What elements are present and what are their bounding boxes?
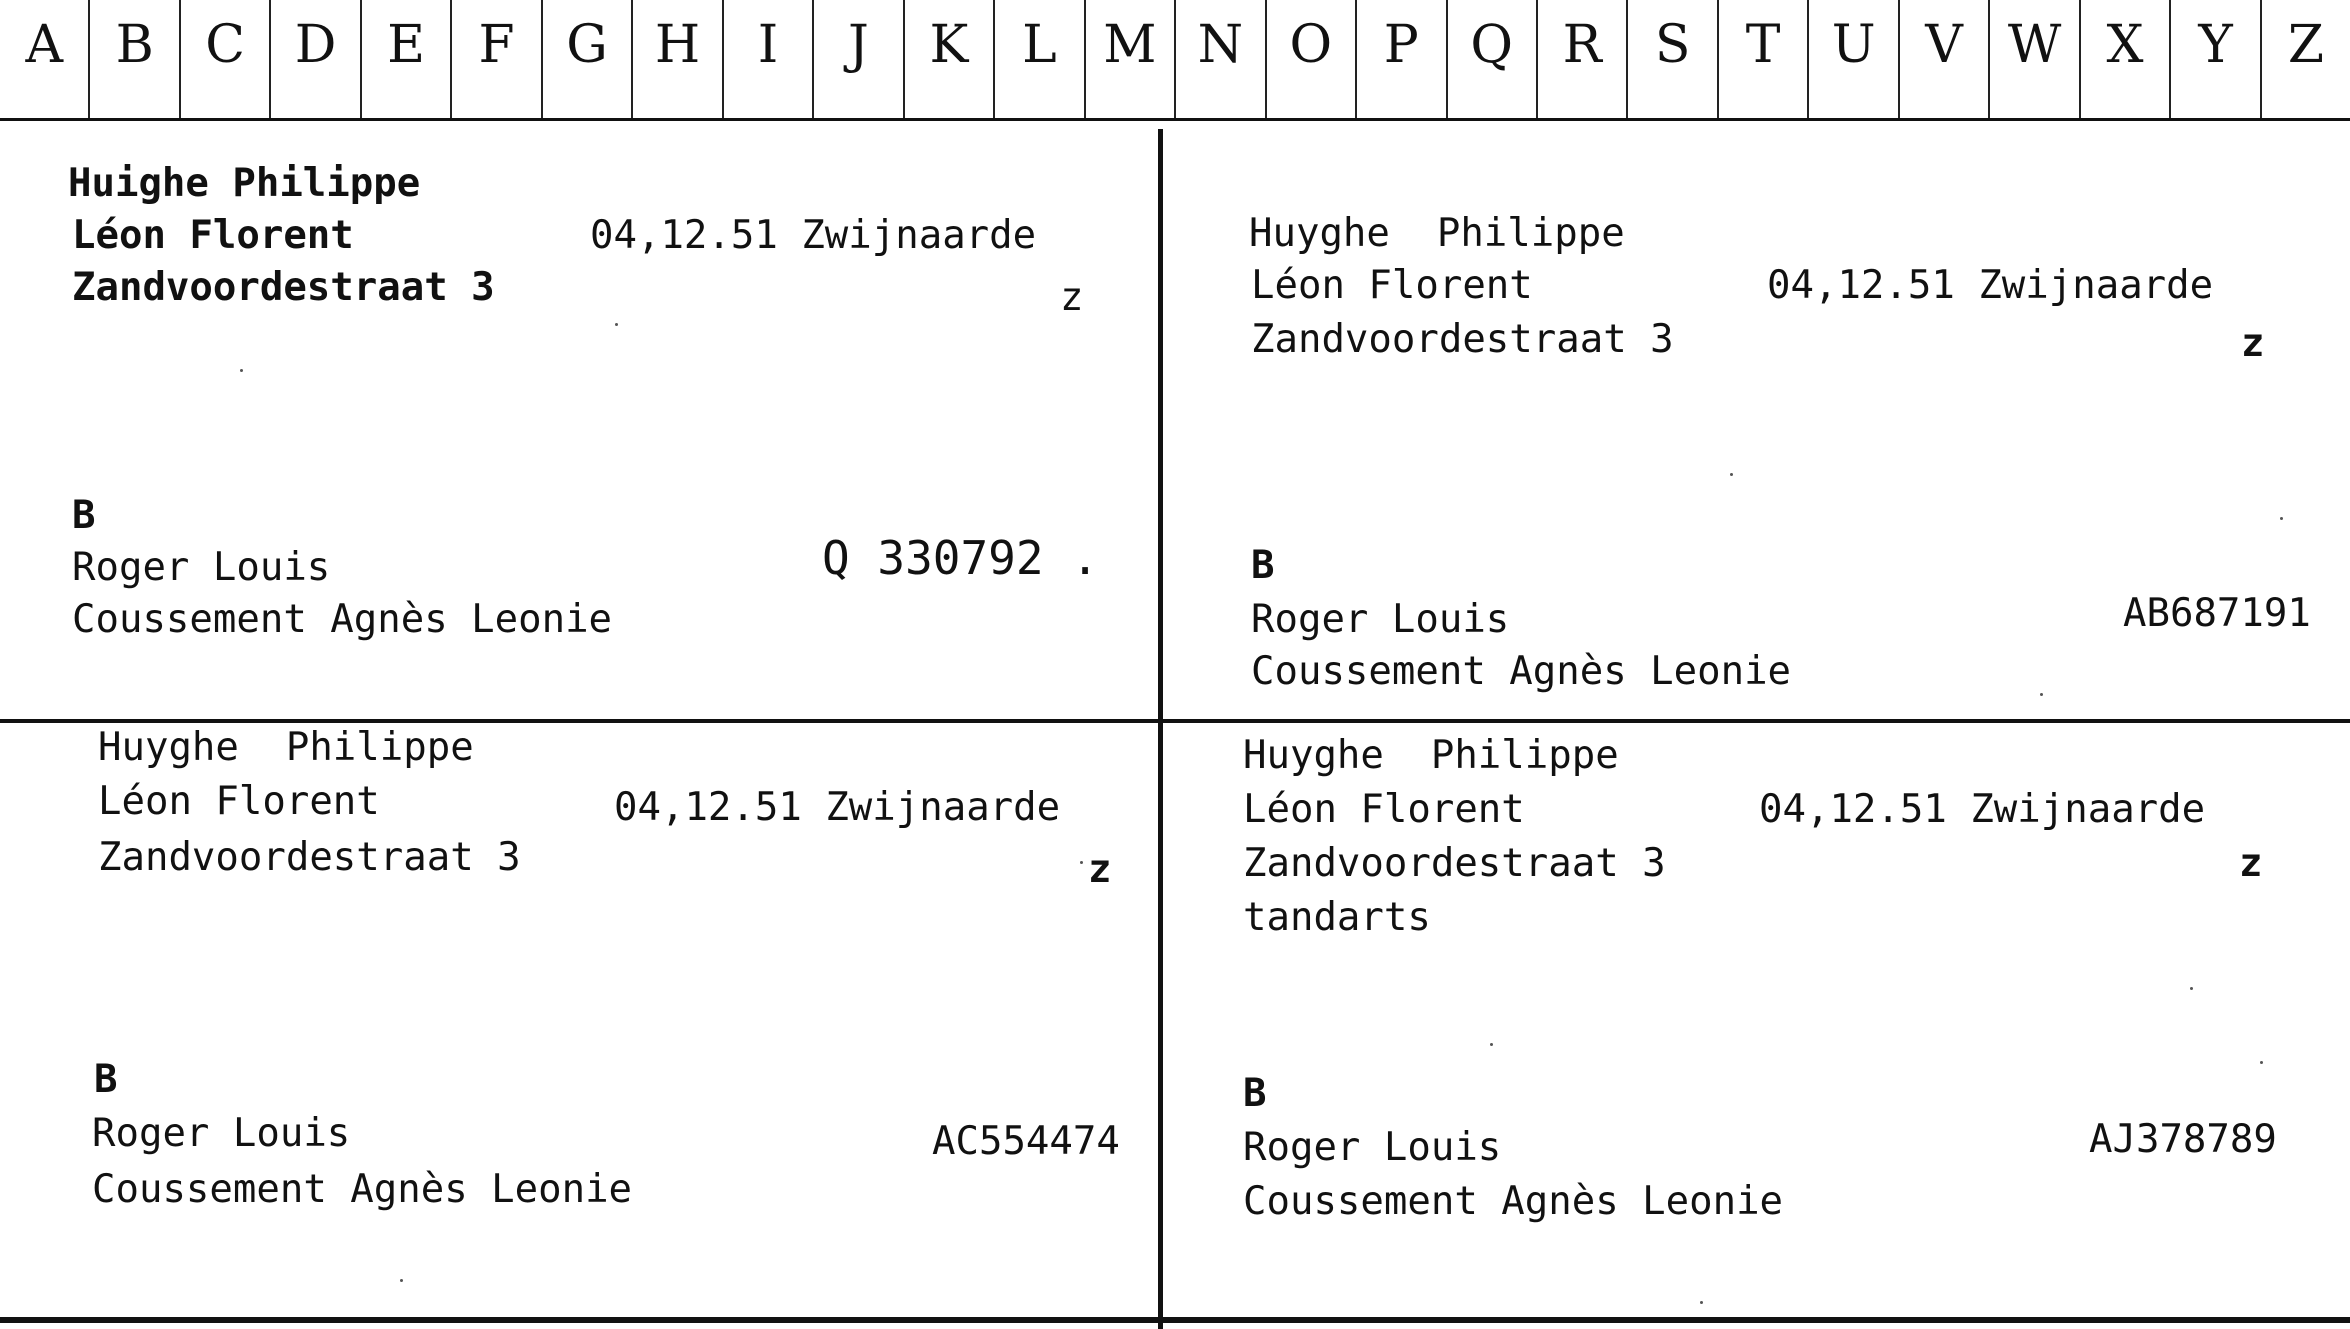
registry-card — [1163, 723, 2313, 1313]
tick-mark — [1086, 90, 1176, 118]
registry-card — [0, 121, 1150, 711]
tick-mark — [271, 90, 361, 118]
card-mother: Coussement Agnès Leonie — [1243, 1179, 1784, 1224]
scan-speck — [1080, 861, 1083, 864]
tick-mark — [1900, 90, 1990, 118]
alphabet-tick-row — [0, 90, 2350, 118]
card-street: Zandvoordestraat 3 — [72, 265, 495, 310]
scan-speck — [2280, 517, 2283, 520]
card-mother: Coussement Agnès Leonie — [1251, 649, 1792, 694]
tick-mark — [1267, 90, 1357, 118]
alphabet-letter: O — [1267, 0, 1357, 90]
card-father: Roger Louis — [1251, 597, 1510, 642]
tick-mark — [905, 90, 995, 118]
bottom-border — [0, 1317, 2350, 1323]
alphabet-letter: B — [90, 0, 180, 90]
alphabet-letter: V — [1900, 0, 1990, 90]
tick-mark — [2262, 90, 2350, 118]
alphabet-letter: L — [995, 0, 1085, 90]
alphabet-letter: K — [905, 0, 995, 90]
card-section-letter: B — [1251, 543, 1275, 588]
card-birth-info: 04,12.51 Zwijnaarde — [1767, 263, 2214, 308]
card-birth-info: 04,12.51 Zwijnaarde — [614, 785, 1061, 830]
card-number: AB687191 — [2123, 591, 2311, 636]
alphabet-letter: E — [362, 0, 452, 90]
card-street: Zandvoordestraat 3 — [98, 835, 521, 880]
alphabet-letter: P — [1357, 0, 1447, 90]
vertical-divider — [1158, 129, 1163, 1329]
card-given-names: Léon Florent — [1243, 787, 1525, 832]
alphabet-letter: Q — [1448, 0, 1538, 90]
registry-card — [1163, 121, 2313, 711]
card-status-mark: z — [1060, 275, 1084, 320]
tick-mark — [362, 90, 452, 118]
alphabet-letter: X — [2081, 0, 2171, 90]
alphabet-letter: Y — [2171, 0, 2261, 90]
card-occupation: tandarts — [1243, 895, 1431, 940]
scan-speck — [400, 1279, 403, 1282]
card-number: Q 330792 . — [822, 531, 1099, 585]
card-surname-line: Huyghe Philippe — [98, 725, 474, 770]
alphabet-letter: J — [814, 0, 904, 90]
alphabet-letter: T — [1719, 0, 1809, 90]
card-father: Roger Louis — [92, 1111, 351, 1156]
alphabet-letter: Z — [2287, 15, 2325, 75]
tick-mark — [90, 90, 180, 118]
alphabet-letter: S — [1628, 0, 1718, 90]
alphabet-letter: H — [633, 0, 723, 90]
card-status-mark: z — [2239, 841, 2263, 886]
alphabet-letter: C — [181, 0, 271, 90]
scan-speck — [2260, 1061, 2263, 1064]
card-street: Zandvoordestraat 3 — [1243, 841, 1666, 886]
tick-mark — [1448, 90, 1538, 118]
tick-mark — [452, 90, 542, 118]
tick-mark — [1719, 90, 1809, 118]
alphabet-letter: G — [543, 0, 633, 90]
scan-speck — [615, 323, 618, 326]
tick-mark — [1176, 90, 1266, 118]
card-father: Roger Louis — [1243, 1125, 1502, 1170]
alphabet-letter: I — [724, 0, 814, 90]
tick-mark — [181, 90, 271, 118]
alphabet-index-strip — [0, 0, 2350, 121]
alphabet-letter: A — [0, 0, 90, 90]
card-number: AJ378789 — [2089, 1117, 2277, 1162]
card-given-names: Léon Florent — [1251, 263, 1533, 308]
scan-speck — [240, 369, 243, 372]
card-mother: Coussement Agnès Leonie — [72, 597, 613, 642]
tick-mark — [1538, 90, 1628, 118]
card-given-names: Léon Florent — [72, 213, 354, 258]
tick-mark — [2171, 90, 2261, 118]
card-given-names: Léon Florent — [98, 779, 380, 824]
card-street: Zandvoordestraat 3 — [1251, 317, 1674, 362]
tick-mark — [1357, 90, 1447, 118]
card-section-letter: B — [94, 1057, 118, 1102]
card-grid — [0, 121, 2350, 1329]
tick-mark — [2081, 90, 2171, 118]
card-status-mark: z — [2241, 321, 2265, 366]
scan-speck — [1490, 1043, 1493, 1046]
tick-mark — [633, 90, 723, 118]
card-surname-line: Huyghe Philippe — [1243, 733, 1619, 778]
scan-speck — [2040, 693, 2043, 696]
alphabet-letter: W — [1990, 0, 2080, 90]
card-birth-info: 04,12.51 Zwijnaarde — [1759, 787, 2206, 832]
tick-mark — [724, 90, 814, 118]
scan-speck — [2190, 987, 2193, 990]
registry-card — [0, 723, 1150, 1313]
tick-mark — [1809, 90, 1899, 118]
scan-speck — [1730, 473, 1733, 476]
horizontal-divider — [0, 719, 2350, 723]
alphabet-letter: D — [271, 0, 361, 90]
card-section-letter: B — [72, 493, 96, 538]
tick-mark — [995, 90, 1085, 118]
card-father: Roger Louis — [72, 545, 331, 590]
card-status-mark: z — [1088, 847, 1112, 892]
scan-speck — [1700, 1301, 1703, 1304]
card-surname-line: Huighe Philippe — [68, 161, 421, 206]
card-birth-info: 04,12.51 Zwijnaarde — [590, 213, 1037, 258]
tick-mark — [1628, 90, 1718, 118]
alphabet-letter: F — [452, 0, 542, 90]
alphabet-letter: M — [1086, 0, 1176, 90]
alphabet-letter: U — [1809, 0, 1899, 90]
alphabet-letters — [0, 0, 2350, 90]
alphabet-letter: N — [1176, 0, 1266, 90]
tick-mark — [1990, 90, 2080, 118]
tick-mark — [543, 90, 633, 118]
card-mother: Coussement Agnès Leonie — [92, 1167, 633, 1212]
tick-mark — [0, 90, 90, 118]
tick-mark — [814, 90, 904, 118]
card-section-letter: B — [1243, 1071, 1267, 1116]
card-number: AC554474 — [932, 1119, 1120, 1164]
alphabet-letter: R — [1538, 0, 1628, 90]
card-surname-line: Huyghe Philippe — [1249, 211, 1625, 256]
